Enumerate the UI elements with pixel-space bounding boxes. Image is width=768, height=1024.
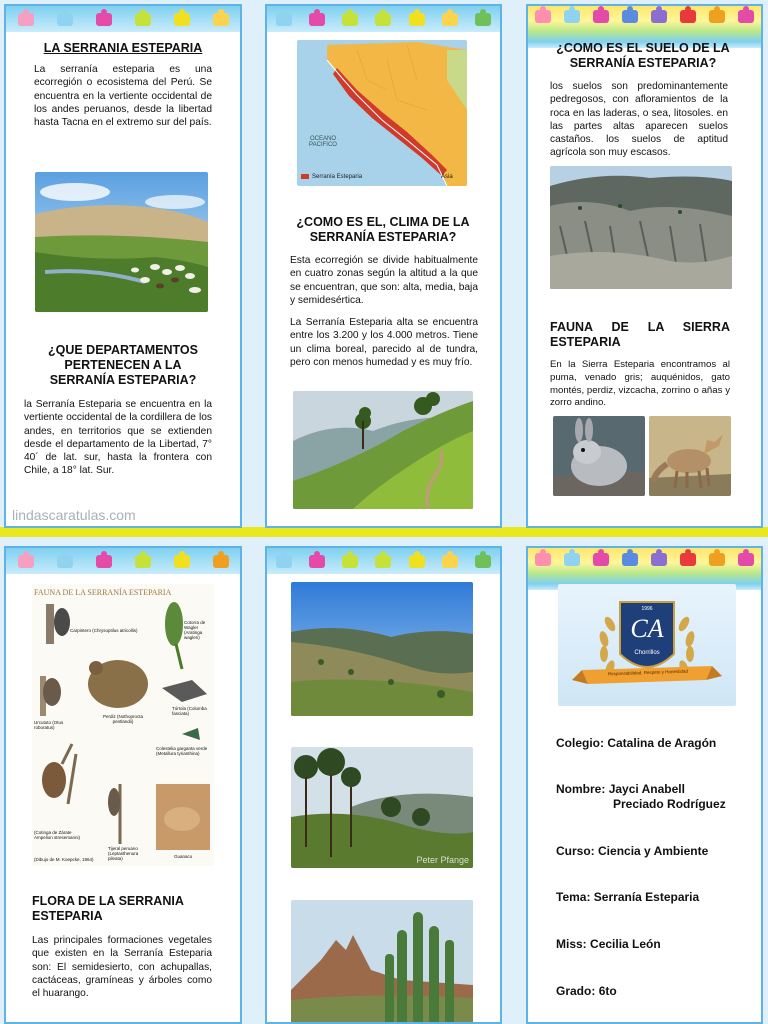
intro-text: La serranía esteparia es una ecorregión o ecosistema del Perú. Se encuentra en la vertiente occidental de los andes peruanos, desde la libertad hasta Tacna en el extremo sur del país. (34, 64, 212, 129)
puzzle-icon (651, 10, 667, 23)
puzzle-icon (375, 555, 391, 568)
puzzle-icon (409, 13, 425, 26)
puzzle-icon (651, 553, 667, 566)
poster-label: Urcututo (Otus roboratus) (34, 720, 64, 730)
puzzle-icon (593, 10, 609, 23)
logo-motto: Responsabilidad, Respeto y Honestidad (607, 668, 689, 677)
puzzle-icon (442, 555, 458, 568)
climate-text-2: La Serranía Esteparia alta se encuentra entre los 3.200 y los 4.000 metros. Tiene un clima boreal, parecido al de tundra, pero con menos humedad y es muy frío. (290, 317, 478, 368)
fauna-text: En la Sierra Esteparia encontramos al puma, venado gris; auquénidos, gato montés, perdiz, vizcacha, zorrino o añas y zorro andino. (550, 359, 730, 409)
flora-text: Las principales formaciones vegetales que existen en la Serranía Esteparia son: El semidesierto, con achupallas, cactáceas, gramíneas y árboles como el huarango. (32, 935, 212, 1000)
puzzle-icon (535, 553, 551, 566)
poster-label: Cotorra de Wagler (Aratinga wagleri) (184, 620, 206, 640)
photo-credit: Peter Pfange (416, 855, 469, 865)
field-nombre: Nombre: Jayci Anabell Preciado Rodríguez (556, 782, 726, 811)
puzzle-icon (593, 553, 609, 566)
yellow-band (0, 527, 768, 537)
vizcacha-photo (553, 416, 645, 496)
puzzle-icon (475, 13, 491, 26)
forest-photo (291, 747, 473, 868)
school-logo (558, 584, 736, 706)
puzzle-icon (276, 13, 292, 26)
puzzle-icon (709, 10, 725, 23)
poster-label: (Dibujo de M. Koepcke, 1964) (34, 857, 94, 862)
puzzle-icon (409, 555, 425, 568)
soil-text: los suelos son predominantemente pedregosos, con afloramientos de la roca en las laderas, o sea, litosoles. en las partes altas aparecen suelos castaños. los suelos de aptitud agrícola son muy escasos. (550, 81, 728, 159)
field-colegio: Colegio: Catalina de Aragón (556, 736, 717, 750)
eroded-hills-photo (550, 166, 732, 289)
panel-3 (526, 4, 763, 528)
puzzle-icon (174, 13, 190, 26)
puzzle-icon (564, 553, 580, 566)
logo-initials: CA (630, 614, 664, 643)
llama-meadow-photo (35, 172, 208, 312)
puzzle-icon (680, 553, 696, 566)
departments-title: ¿QUE DEPARTAMENTOS PERTENECEN A LA SERRANÍA ESTEPARIA? (47, 343, 198, 387)
peru-map (297, 40, 467, 186)
puzzle-ribbon (267, 548, 500, 574)
puzzle-icon (57, 13, 73, 26)
map-ocean-label: OCEANO PACIFICO (309, 136, 337, 148)
field-curso: Curso: Ciencia y Ambiente (556, 844, 709, 858)
puzzle-icon (96, 13, 112, 26)
puzzle-icon (564, 10, 580, 23)
map-legend-label: Serranía Esteparia (312, 174, 363, 180)
logo-year: 1996 (641, 606, 653, 612)
cactus-photo (291, 900, 473, 1024)
flora-title: FLORA DE LA SERRANIA ESTEPARIA (32, 894, 184, 923)
puzzle-icon (680, 10, 696, 23)
puzzle-icon (276, 555, 292, 568)
panel-6 (526, 546, 763, 1024)
puzzle-icon (213, 555, 229, 568)
poster-title: FAUNA DE LA SERRANÍA ESTEPARIA (34, 588, 172, 597)
trail-hillside-photo (293, 391, 473, 509)
valley-photo (291, 582, 473, 716)
poster-label: Tijeral peruano (Leptasthenura pileata) (108, 846, 139, 861)
soil-title: ¿COMO ES EL SUELO DE LA SERRANÍA ESTEPARIA? (556, 41, 730, 70)
puzzle-ribbon (6, 6, 240, 32)
poster-label: Guanaco (174, 854, 193, 859)
puzzle-icon (535, 10, 551, 23)
puzzle-icon (18, 555, 34, 568)
field-tema: Tema: Serranía Esteparia (556, 890, 700, 904)
puzzle-icon (309, 555, 325, 568)
poster-label: Colestelia garganta verde (Metallura tyrianthina) (156, 746, 208, 756)
puzzle-icon (342, 555, 358, 568)
puzzle-icon (475, 555, 491, 568)
fauna-title: FAUNA DE LA SIERRA ESTEPARIA (550, 320, 730, 349)
poster-label: Perdiz (Nothoprocta pentlandii) (102, 714, 144, 724)
panel-title: LA SERRANIA ESTEPARIA (43, 41, 203, 55)
panel-4 (4, 546, 242, 1024)
puzzle-icon (135, 13, 151, 26)
puzzle-icon (622, 553, 638, 566)
puzzle-icon (709, 553, 725, 566)
puzzle-ribbon (267, 6, 500, 32)
puzzle-ribbon (6, 548, 240, 574)
puzzle-icon (738, 10, 754, 23)
departments-text: la Serranía Esteparia se encuentra en la vertiente occidental de la cordillera de los andes, en territorios que se extienden desde el departamento de la Libertad, 7° 40´ de lat. sur, hasta la frontera con Chile, a 18° lat. Sur. (24, 399, 212, 477)
puzzle-icon (738, 553, 754, 566)
watermark: lindascaratulas.com (12, 507, 136, 523)
puzzle-icon (442, 13, 458, 26)
andean-fox-photo (649, 416, 731, 496)
puzzle-icon (135, 555, 151, 568)
puzzle-icon (18, 13, 34, 26)
puzzle-icon (213, 13, 229, 26)
puzzle-icon (375, 13, 391, 26)
fauna-poster (32, 584, 214, 866)
poster-label: (Cotinga de Zárate Ampelion stresemanni) (34, 830, 81, 840)
puzzle-icon (174, 555, 190, 568)
puzzle-icon (96, 555, 112, 568)
logo-place: Chorrillos (634, 650, 660, 656)
puzzle-icon (57, 555, 73, 568)
map-brand: Asia (441, 174, 453, 180)
panel-2 (265, 4, 502, 528)
field-grado: Grado: 6to (556, 984, 617, 998)
field-miss: Miss: Cecilia León (556, 937, 661, 951)
poster-label: Carpintero (Chrysoptilus atricollis) (70, 628, 138, 633)
poster-label: Tórtola (Columba fasciata) (172, 706, 207, 716)
panel-5 (265, 546, 502, 1024)
climate-text-1: Esta ecorregión se divide habitualmente en cuatro zonas según la altitud a la que se encuentran, que son: alta, media, baja y semidesértica. (290, 255, 478, 306)
panel-1 (4, 4, 242, 528)
climate-title: ¿COMO ES EL, CLIMA DE LA SERRANÍA ESTEPARIA? (296, 215, 470, 244)
puzzle-icon (309, 13, 325, 26)
puzzle-icon (342, 13, 358, 26)
puzzle-icon (622, 10, 638, 23)
